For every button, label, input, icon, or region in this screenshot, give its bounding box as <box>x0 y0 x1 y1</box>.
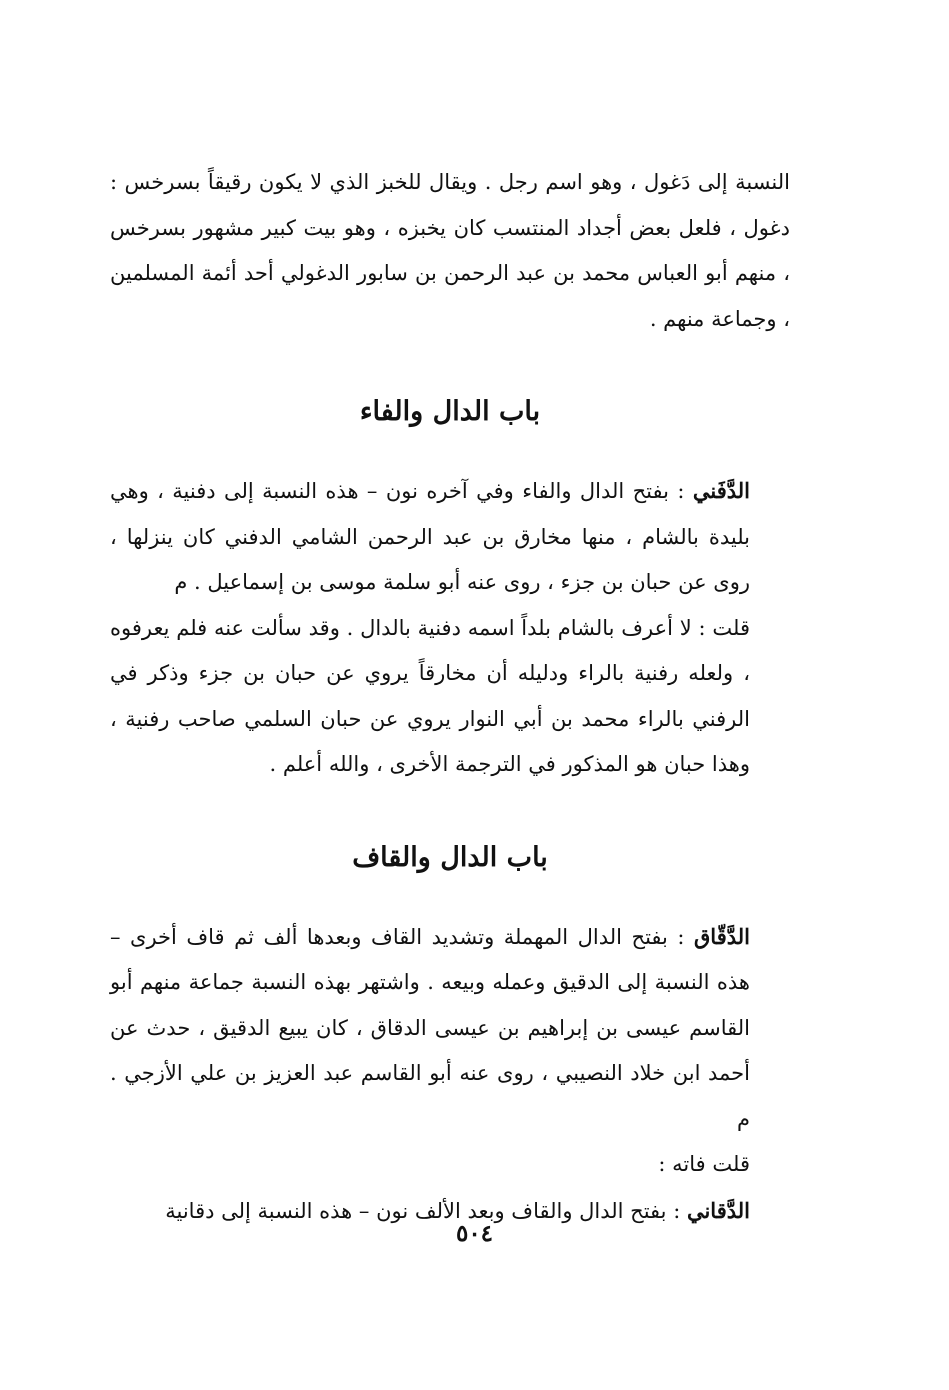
page-body <box>110 160 790 1234</box>
note-daqqaq: قلت فاته : <box>658 1152 750 1176</box>
section-heading-dal-fa: باب الدال والفاء <box>359 396 541 427</box>
entry-text-daqani: : بفتح الدال والقاف وبعد الألف نون – هذه النسبة إلى دقانية <box>165 1198 687 1223</box>
note-dafani: قلت : لا أعرف بالشام بلداً اسمه دفنية بالدال . وقد سألت عنه فلم يعرفوه ، ولعله رفنية بالراء ودليله أن مخارقاً يروي عن حبان بن جزء وذكر في الرفني بالراء محمد بن أبي النوار يروي عن حبان السلمي صاحب رفنية ، وهذا حبان هو المذكور في الترجمة الأخرى ، والله أعلم . <box>110 615 750 776</box>
section-heading-dal-qaf: باب الدال والقاف <box>352 841 548 873</box>
entry-text-daqqaq: : بفتح الدال المهملة وتشديد القاف وبعدها ألف ثم قاف أخرى – هذه النسبة إلى الدقيق وعمله وبيعه . واشتهر بهذه النسبة جماعة منهم أبو القاسم عيسى بن إبراهيم بن عيسى الدقاق ، كان يبيع الدقيق ، حدث عن أحمد ابن خلاد النصيبي ، روى عنه أبو القاسم عبد العزيز بن علي الأزجي . م <box>110 924 750 1131</box>
intro-paragraph: النسبة إلى دَغول ، وهو اسم رجل . ويقال للخبز الذي لا يكون رقيقاً بسرخس : دغول ، فلعل بعض أجداد المنتسب كان يخبزه ، وهو بيت كبير مشهور بسرخس ، منهم أبو العباس محمد بن عبد الرحمن بن سابور الدغولي أحد أئمة المسلمين ، وجماعة منهم . <box>110 170 790 331</box>
entry-term-dafani: الدَّفَني <box>692 478 750 503</box>
entry-daqqaq <box>110 914 790 1143</box>
entry-text-dafani: : بفتح الدال والفاء وفي آخره نون – هذه النسبة إلى دفنية ، وهي بليدة بالشام ، منها مخارق بن عبد الرحمن الشامي الدفني كان ينزلها ، روى عن حبان بن جزء ، روى عنه أبو سلمة موسى بن إسماعيل . م <box>110 479 750 594</box>
entry-dafani <box>110 468 790 606</box>
page-number: ٥٠٤ <box>455 1220 494 1247</box>
entry-term-daqani: الدَّقاني <box>686 1197 750 1223</box>
entry-term-daqqaq: الدَّقّاق <box>694 923 750 949</box>
